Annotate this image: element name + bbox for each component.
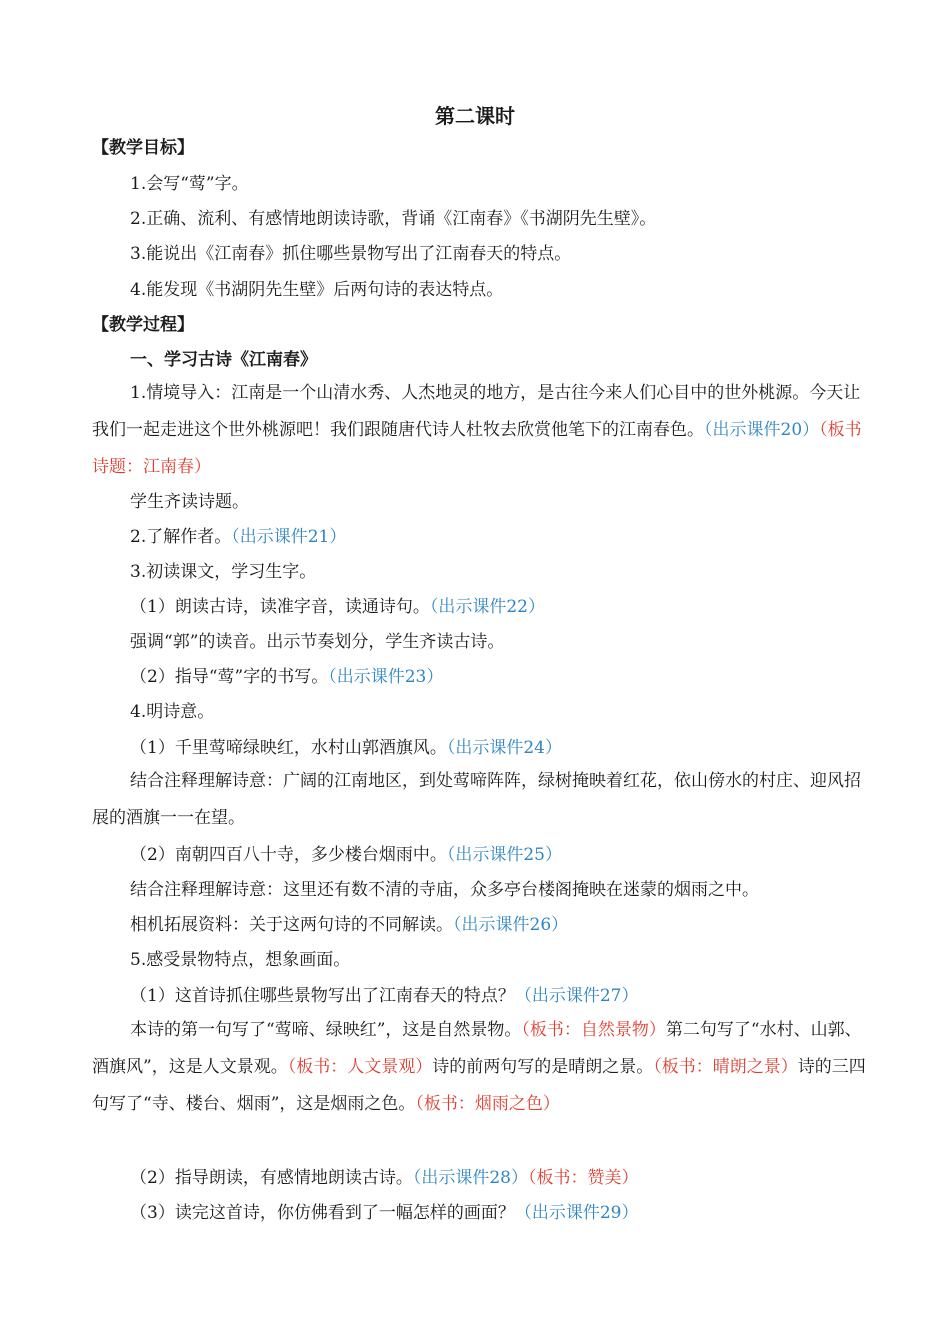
explain-paragraph-1: 结合注释理解诗意：广阔的江南地区，到处莺啼阵阵，绿树掩映着红花，依山傍水的村庄、迎风招展的酒旗一一在望。	[92, 771, 861, 828]
board-note: （板书：晴朗之景）	[653, 1057, 798, 1077]
meaning-step: 4.明诗意。	[130, 702, 215, 722]
explain-line-2: 结合注释理解诗意：这里还有数不清的寺庙，众多亭台楼阁掩映在迷蒙的烟雨之中。	[130, 880, 759, 900]
board-note: （板书：烟雨之色）	[415, 1094, 560, 1114]
courseware-ref: （出示课件23）	[328, 667, 444, 687]
goal-item-3: 3.能说出《江南春》抓住哪些景物写出了江南春天的特点。	[130, 244, 572, 264]
question-3: （3）读完这首诗，你仿佛看到了一幅怎样的画面？（出示课件29）	[130, 1203, 639, 1223]
process-heading: 【教学过程】	[92, 315, 194, 335]
emphasize-line: 强调“郭”的读音。出示节奏划分，学生齐读古诗。	[130, 632, 505, 652]
board-note: （板书诗题：江南春）	[92, 420, 862, 477]
first-read-step: 3.初读课文，学习生字。	[130, 562, 317, 582]
page-title: 第二课时	[435, 104, 515, 128]
board-note: （板书：自然景物）	[521, 1020, 666, 1040]
goals-heading: 【教学目标】	[92, 138, 194, 158]
courseware-ref: （出示课件20）	[704, 420, 820, 440]
courseware-ref: （出示课件22）	[429, 597, 545, 617]
goal-item-2: 2.正确、流利、有感情地朗读诗歌，背诵《江南春》《书湖阴先生壁》。	[130, 209, 657, 229]
feel-step: 5.感受景物特点，想象画面。	[130, 950, 351, 970]
courseware-ref: （出示课件27）	[514, 986, 639, 1006]
section-heading: 一、学习古诗《江南春》	[130, 350, 317, 370]
goal-item-4: 4.能发现《书湖阴先生壁》后两句诗的表达特点。	[130, 280, 504, 300]
courseware-ref: （出示课件25）	[446, 845, 562, 865]
courseware-ref: （出示课件29）	[514, 1203, 639, 1223]
author-step: 2.了解作者。（出示课件21）	[130, 527, 347, 547]
board-note: （板书：赞美）	[527, 1168, 639, 1188]
extend-line: 相机拓展资料：关于这两句诗的不同解读。（出示课件26）	[130, 915, 569, 935]
poem-line-1: （1）千里莺啼绿映红，水村山郭酒旗风。（出示课件24）	[130, 738, 562, 758]
question-1: （1）这首诗抓住哪些景物写出了江南春天的特点？（出示课件27）	[130, 986, 639, 1006]
poem-line-2: （2）南朝四百八十寺，多少楼台烟雨中。（出示课件25）	[130, 845, 562, 865]
board-note: （板书：人文景观）	[287, 1057, 433, 1077]
answer-paragraph: 本诗的第一句写了“莺啼、绿映红”，这是自然景物。（板书：自然景物）第二句写了“水村、山郭、酒旗风”，这是人文景观。（板书：人文景观）诗的前两句写的是晴朗之景。（板书：晴朗之景）诗的三四句写了“寺、楼台、烟雨”，这是烟雨之色。（板书：烟雨之色）	[92, 1020, 866, 1114]
question-2: （2）指导朗读，有感情地朗读古诗。（出示课件28）（板书：赞美）	[130, 1168, 639, 1188]
read-aloud-step: （1）朗读古诗，读准字音，读通诗句。（出示课件22）	[130, 597, 545, 617]
read-title: 学生齐读诗题。	[130, 492, 249, 512]
courseware-ref: （出示课件21）	[231, 527, 347, 547]
goal-item-1: 1.会写“莺”字。	[130, 174, 249, 194]
courseware-ref: （出示课件24）	[446, 738, 562, 758]
writing-step: （2）指导“莺”字的书写。（出示课件23）	[130, 667, 444, 687]
intro-paragraph	[92, 375, 872, 486]
courseware-ref: （出示课件26）	[453, 915, 569, 935]
intro-text: 1.情境导入：江南是一个山清水秀、人杰地灵的地方，是古往今来人们心目中的世外桃源。今天让我们一起走进这个世外桃源吧！我们跟随唐代诗人杜牧去欣赏他笔下的江南春色。	[92, 383, 861, 440]
courseware-ref: （出示课件28）	[412, 1168, 528, 1188]
